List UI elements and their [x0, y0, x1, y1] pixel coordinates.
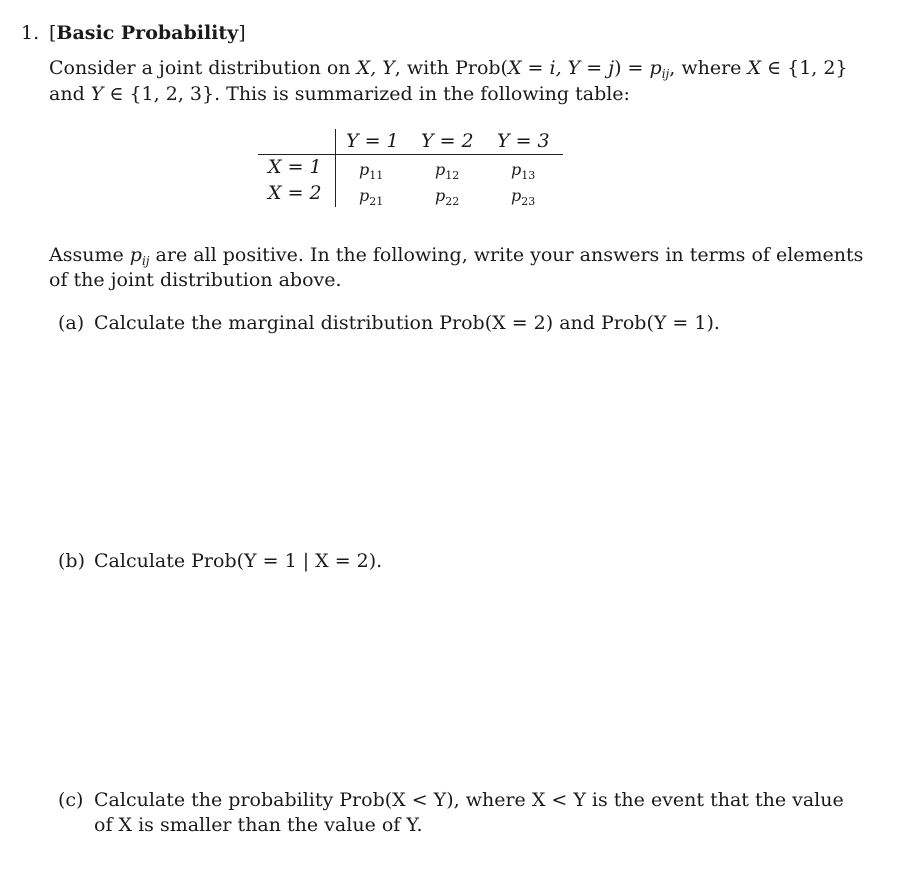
- assume-math-p: p: [129, 244, 142, 266]
- table-cell: $p_{23}$: [511, 186, 536, 208]
- heading-bracket-close: ]: [238, 22, 246, 44]
- intro-line-2: [49, 83, 630, 105]
- table-cell: $p_{11}$: [359, 160, 384, 182]
- table-row-header: X = 1: [268, 156, 322, 178]
- question-c-label: (c): [58, 789, 84, 811]
- question-a-label: (a): [58, 312, 85, 334]
- intro-line-1: [49, 57, 848, 79]
- intro-text: , with Prob(: [394, 57, 508, 79]
- table-vertical-rule: [335, 129, 336, 207]
- problem-number: 1.: [21, 22, 40, 44]
- intro-text: ∈ {1, 2, 3}. This is summarized in the following table:: [103, 83, 630, 105]
- table-cell-subscript: 12: [445, 169, 460, 182]
- table-cell-subscript: 13: [521, 169, 536, 182]
- intro-math-vars: X, Y: [356, 57, 395, 79]
- intro-text: ) =: [614, 57, 650, 79]
- joint-distribution-table: [258, 127, 563, 209]
- question-c-text-line-1: Calculate the probability Prob(X < Y), where X < Y is the event that the value: [94, 789, 844, 811]
- intro-math-p-sub: ij: [661, 67, 670, 81]
- heading-bracket-open: [: [49, 22, 57, 44]
- intro-math-p: p: [649, 57, 662, 79]
- assume-line-1: [49, 244, 863, 266]
- table-col-header: Y = 2: [421, 130, 474, 152]
- intro-text: ∈ {1, 2}: [760, 57, 848, 79]
- table-cell: $p_{22}$: [435, 186, 460, 208]
- problem-title: Basic Probability: [56, 22, 239, 44]
- table-horizontal-rule: [258, 154, 563, 155]
- question-c-text-line-2: of X is smaller than the value of Y.: [94, 814, 423, 836]
- assume-line-2: of the joint distribution above.: [49, 269, 342, 291]
- table-col-header: Y = 1: [346, 130, 399, 152]
- question-b-text: Calculate Prob(Y = 1 | X = 2).: [94, 550, 383, 572]
- table-cell-subscript: 21: [369, 195, 384, 208]
- problem-heading: [49, 22, 246, 44]
- intro-text: and: [49, 83, 91, 105]
- assume-text: Assume: [49, 244, 130, 266]
- table-row-header: X = 2: [268, 182, 322, 204]
- question-b-label: (b): [58, 550, 85, 572]
- intro-text: , where: [669, 57, 748, 79]
- table-col-header: Y = 3: [497, 130, 550, 152]
- question-a-text: Calculate the marginal distribution Prob(X = 2) and Prob(Y = 1).: [94, 312, 720, 334]
- table-cell: $p_{12}$: [435, 160, 460, 182]
- assume-text: are all positive. In the following, write your answers in terms of elements: [149, 244, 864, 266]
- intro-math-x: X: [747, 57, 761, 79]
- table-cell-subscript: 22: [445, 195, 460, 208]
- intro-math-expr: X = i, Y = j: [507, 57, 615, 79]
- assume-math-p-sub: ij: [141, 254, 150, 268]
- intro-math-y: Y: [90, 83, 104, 105]
- table-cell-subscript: 11: [369, 169, 384, 182]
- intro-text: Consider a joint distribution on: [49, 57, 357, 79]
- table-cell-subscript: 23: [521, 195, 536, 208]
- table-cell: $p_{21}$: [359, 186, 384, 208]
- table-cell: $p_{13}$: [511, 160, 536, 182]
